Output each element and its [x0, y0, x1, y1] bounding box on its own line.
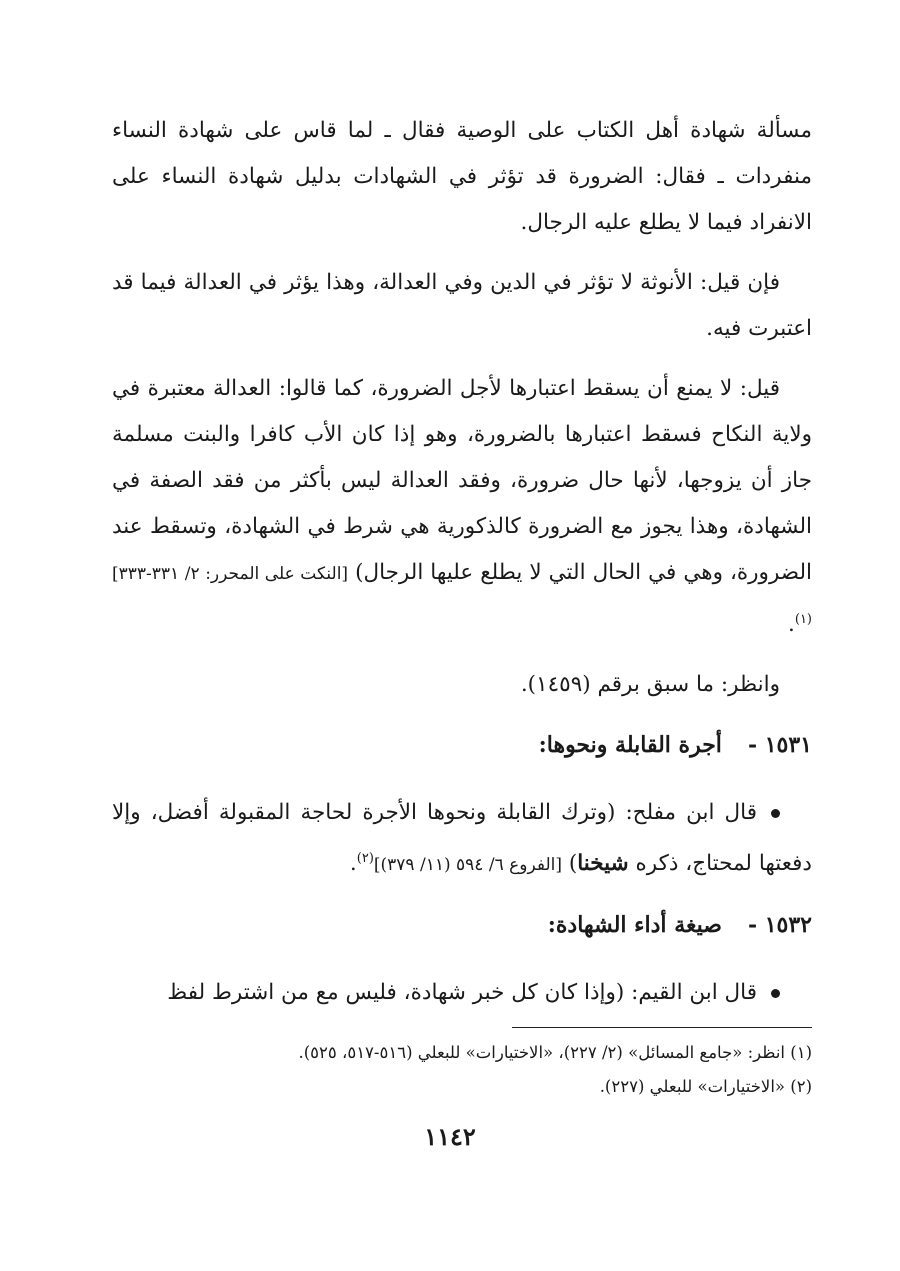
paragraph-5: قال ابن مفلح: (وترك القابلة ونحوها الأجرة لحاجة المقبولة أفضل، وإلا دفعتها لمحتاج، ذكره شيخنا) [الفروع ٦/ ٥٩٤ (١١/ ٣٧٩)]$^{(٢)}$.: [112, 800, 812, 877]
footnote-1: (١) انظر: «جامع المسائل» (٢/ ٢٢٧)، «الاختيارات» للبعلي (٥١٦-٥١٧، ٥٢٥).: [298, 1043, 812, 1062]
page-number: ١١٤٢: [424, 1122, 476, 1151]
bullet-icon: [771, 809, 780, 818]
citation-2: [الفروع ٦/ ٥٩٤ (١١/ ٣٧٩)]: [373, 855, 562, 876]
main-text: [112, 108, 812, 1030]
paragraph-6: قال ابن القيم: (وإذا كان كل خبر شهادة، فليس مع من اشترط لفظ: [112, 970, 812, 1016]
footnotes: [112, 1036, 812, 1104]
footnote-ref-2[interactable]: (٢): [356, 851, 374, 867]
footnote-2: (٢) «الاختيارات» للبعلي (٢٢٧).: [599, 1077, 812, 1096]
paragraph-4: وانظر: ما سبق برقم (١٤٥٩).: [520, 672, 780, 698]
section-heading-1531: ١٥٣١ -أجرة القابلة ونحوها:: [538, 732, 812, 759]
citation-1: [النكت على المحرر: ٢/ ٣٣١-٣٣٣]: [112, 564, 349, 584]
paragraph-3: قيل: لا يمنع أن يسقط اعتبارها لأجل الضرورة، كما قالوا: العدالة معتبرة في ولاية النكاح فسقط اعتبارها بالضرورة، وهو إذا كان الأب كافرا والبنت مسلمة جاز أن يزوجها، لأنها حال ضرورة، وفقد العدالة ليس بأكثر من فقد الصفة في الشهادة، وهذا يجوز مع الضرورة كالذكورية هي شرط في الشهادة، وتسقط عند الضرورة، وهي في الحال التي لا يطلع عليها الرجال) [النكت على المحرر: ٢/ ٣٣١-٣٣٣]$^{(١)}$.: [112, 376, 812, 638]
footnote-divider: [512, 1027, 812, 1028]
bullet-icon: [771, 989, 780, 998]
footnote-ref-1[interactable]: (١): [794, 612, 812, 627]
section-heading-1532: ١٥٣٢ -صيغة أداء الشهادة:: [547, 912, 812, 939]
paragraph-2: فإن قيل: الأنوثة لا تؤثر في الدين وفي العدالة، وهذا يؤثر في العدالة فيما قد اعتبرت فيه.: [112, 270, 812, 341]
paragraph-1: مسألة شهادة أهل الكتاب على الوصية فقال ـ لما قاس على شهادة النساء منفردات ـ فقال: الضرورة قد تؤثر في الشهادات بدليل شهادة النساء على الانفراد فيما لا يطلع عليه الرجال.: [112, 118, 812, 235]
